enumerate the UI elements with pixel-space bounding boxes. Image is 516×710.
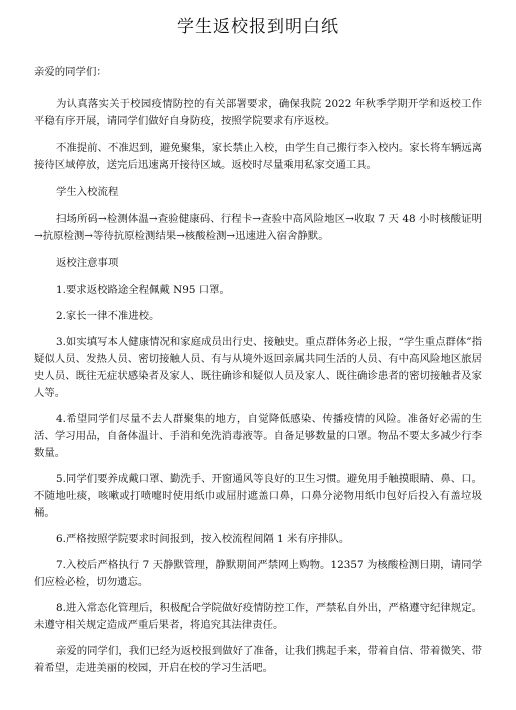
process-steps: 扫场所码→检测体温→查验健康码、行程卡→查验中高风险地区→收取 7 天 48 小时核酸证明→抗原检测→等待抗原检测结果→核酸检测→迅速进入宿舍静默。 [34,213,482,242]
note-item-3: 3.如实填写本人健康情况和家庭成员出行史、接触史。重点群体务必上报，“学生重点群体”指疑似人员、发热人员、密切接触人员、有与从境外返回亲属共同生活的人员、有中高风险地区旅居史人员、既往无症状感染者及家人、既往确诊和疑似人员及家人、既往确诊患者的密切接触者及家人等。 [34,336,482,399]
document-body [34,64,482,677]
document-title: 学生返校报到明白纸 [177,17,339,37]
note-item-5: 5.同学们要养成戴口罩、勤洗手、开窗通风等良好的卫生习惯。避免用手触摸眼睛、鼻、口。不随地吐痰，咳嗽或打喷嚏时使用纸巾或屈肘遮盖口鼻，口鼻分泌物用纸巾包好后投入有盖垃圾桶。 [34,473,482,519]
note-item-1: 1.要求返校路途全程佩戴 N95 口罩。 [56,284,230,296]
process-heading: 学生入校流程 [56,186,119,198]
intro-paragraph: 为认真落实关于校园疫情防控的有关部署要求，确保我院 2022 年秋季学期开学和返校工作平稳有序开展，请同学们做好自身防疫，按照学院要求有序返校。 [34,98,482,127]
arrival-rules-paragraph: 不准提前、不准迟到，避免聚集，家长禁止入校，由学生自己搬行李入校内。家长将车辆远离接待区域停放，送完后迅速离开接待区域。返校时尽量乘用私家交通工具。 [34,142,483,171]
note-item-7: 7.入校后严格执行 7 天静默管理，静默期间严禁网上购物。12357 为核酸检测日期，请同学们应检必检，切勿遗忘。 [34,559,482,588]
note-item-8: 8.进入常态化管理后，积极配合学院做好疫情防控工作，严禁私自外出，严格遵守纪律规定。未遵守相关规定造成严重后果者，将追究其法律责任。 [34,602,482,631]
note-item-4: 4.希望同学们尽量不去人群聚集的地方，自觉降低感染、传播疫情的风险。准备好必需的生活、学习用品，自备体温计、手消和免洗消毒液等。自备足够数量的口罩。物品不要太多减少行李数量。 [34,413,482,459]
note-item-2: 2.家长一律不准进校。 [56,310,160,322]
note-item-6: 6.严格按照学院要求时间报到，按入校流程间隔 1 米有序排队。 [56,533,350,545]
notes-heading: 返校注意事项 [56,257,119,269]
closing-paragraph: 亲爱的同学们，我们已经为返校报到做好了准备，让我们携起手来，带着自信、带着微笑、带着希望，走进美丽的校园，开启在校的学习生活吧。 [34,645,483,674]
greeting: 亲爱的同学们： [34,66,107,78]
